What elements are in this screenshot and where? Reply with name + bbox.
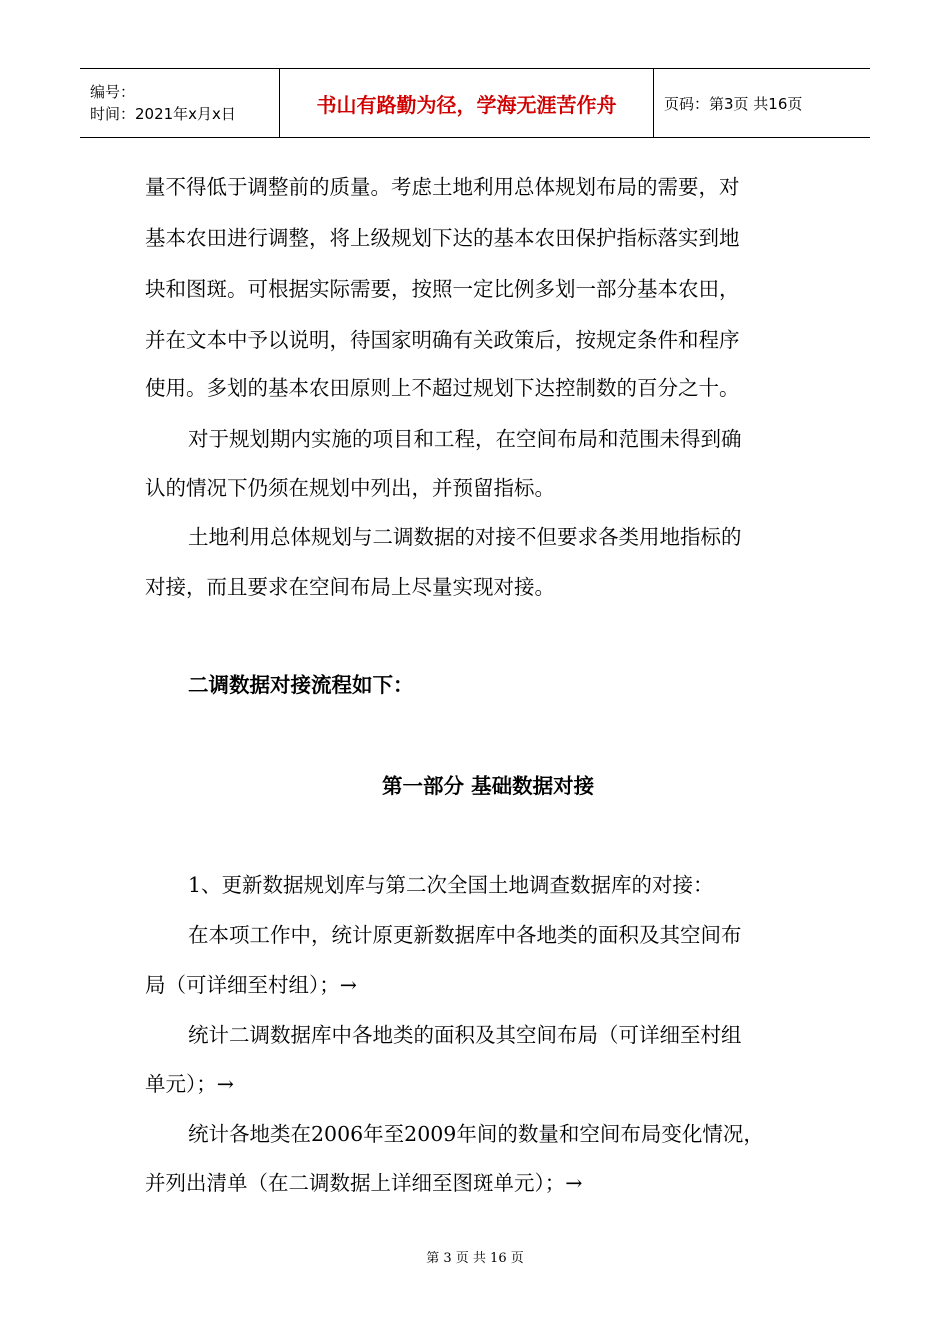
text-line: 1、更新数据规划库与第二次全国土地调查数据库的对接： [188, 873, 714, 897]
text-line: 认的情况下仍须在规划中列出，并预留指标。 [145, 476, 555, 500]
header-motto: 书山有路勤为径，学海无涯苦作舟 [280, 69, 654, 137]
text-line: 块和图斑。可根据实际需要，按照一定比例多划一部分基本农田， [145, 277, 740, 301]
text-line: 并列出清单（在二调数据上详细至图斑单元）；→ [145, 1171, 583, 1195]
text-line: 并在文本中予以说明，待国家明确有关政策后，按规定条件和程序 [145, 328, 740, 352]
section-heading: 二调数据对接流程如下： [188, 673, 414, 697]
text-line: 统计各地类在2006年至2009年间的数量和空间布局变化情况， [188, 1122, 764, 1146]
text-line: 对于规划期内实施的项目和工程，在空间布局和范围未得到确 [188, 427, 742, 451]
number-label: 编号： [90, 83, 136, 101]
text-line: 量不得低于调整前的质量。考虑土地利用总体规划布局的需要，对 [145, 175, 740, 199]
page-footer: 第 3 页 共 16 页 [426, 1251, 524, 1266]
part-title: 第一部分 基础数据对接 [382, 774, 595, 798]
text-line: 对接，而且要求在空间布局上尽量实现对接。 [145, 575, 555, 599]
page-header [80, 68, 870, 138]
time-label: 时间：2021年x月x日 [90, 105, 236, 123]
header-page-info: 页码：第3页 共16页 [664, 94, 803, 113]
text-line: 在本项工作中，统计原更新数据库中各地类的面积及其空间布 [188, 923, 742, 947]
text-line: 土地利用总体规划与二调数据的对接不但要求各类用地指标的 [188, 525, 742, 549]
text-line: 基本农田进行调整，将上级规划下达的基本农田保护指标落实到地 [145, 226, 740, 250]
header-meta [80, 69, 280, 137]
text-line: 使用。多划的基本农田原则上不超过规划下达控制数的百分之十。 [145, 376, 740, 400]
text-line: 单元）；→ [145, 1072, 234, 1096]
text-line: 局（可详细至村组）；→ [145, 973, 357, 997]
text-line: 统计二调数据库中各地类的面积及其空间布局（可详细至村组 [188, 1023, 742, 1047]
